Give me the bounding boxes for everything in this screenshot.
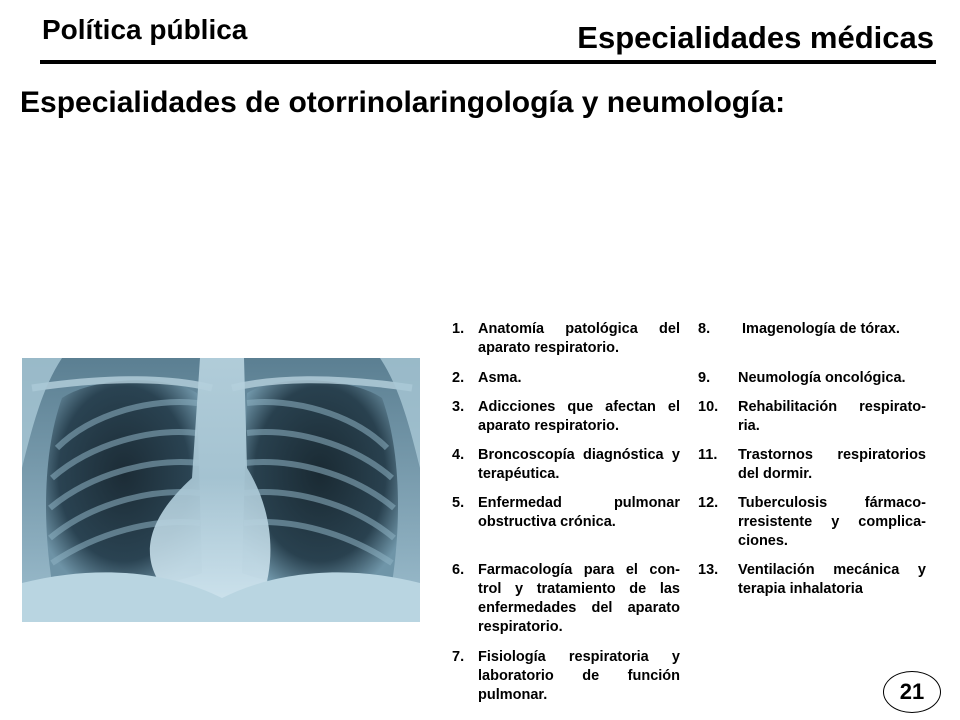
list-item [698, 369, 926, 388]
list-item-number: 11. [698, 447, 718, 463]
list-item-text: Ventilación mecánica y terapia inhalatoria [738, 562, 926, 597]
list-item-number: 9. [698, 370, 711, 386]
list-item-text: Enfermedad pulmonar obstructiva crónica. [478, 495, 680, 530]
list-item [452, 494, 680, 532]
list-item-text: Anatomía patológica del aparato respiratorio. [478, 321, 680, 356]
list-item-number: 13. [698, 562, 719, 578]
list-item-text: Tuberculosis fármaco-rresistente y complica-ciones. [738, 495, 926, 549]
list-item-text: Adicciones que afectan el aparato respiratorio. [478, 399, 680, 434]
list-item-text: Broncoscopía diagnóstica y terapéutica. [478, 447, 680, 482]
list-item [452, 446, 680, 484]
list-item [698, 446, 926, 484]
list-item [698, 494, 926, 551]
header-divider [40, 60, 936, 64]
list-item-number: 8. [698, 321, 711, 337]
list-item [698, 320, 926, 339]
list-item [452, 648, 680, 705]
list-item [452, 398, 680, 436]
header-left-title: Política pública [42, 14, 248, 45]
list-item [452, 320, 680, 358]
list-item-text: Farmacología para el con-trol y tratamiento de las enfermedades del aparato respiratorio. [478, 562, 680, 635]
list-item-text: Asma. [478, 370, 522, 386]
list-item-number: 4. [452, 447, 465, 463]
page-number-badge [883, 671, 941, 713]
list-item-number: 12. [698, 495, 719, 511]
list-item-number: 7. [452, 649, 465, 665]
list-item-number: 2. [452, 370, 465, 386]
chest-xray-image [22, 358, 420, 622]
header-right-title: Especialidades médicas [577, 20, 934, 55]
list-item-number: 6. [452, 562, 465, 578]
page-title: Especialidades de otorrinolaringología y neumología: [20, 86, 786, 119]
list-item-text: Neumología oncológica. [738, 370, 906, 386]
list-item [452, 369, 680, 388]
list-item [698, 561, 926, 599]
list-item-number: 5. [452, 495, 465, 511]
page-number: 21 [899, 679, 925, 704]
list-item-text: Rehabilitación respirato-ria. [738, 399, 926, 434]
list-item [698, 398, 926, 436]
list-item-text: Imagenología de tórax. [738, 321, 900, 337]
list-item-text: Fisiología respiratoria y laboratorio de función pulmonar. [478, 649, 680, 703]
list-item-number: 1. [452, 321, 465, 337]
list-item-text: Trastornos respiratorios del dormir. [738, 447, 926, 482]
list-item-number: 10. [698, 399, 719, 415]
list-item-number: 3. [452, 399, 465, 415]
list-item [452, 561, 680, 637]
